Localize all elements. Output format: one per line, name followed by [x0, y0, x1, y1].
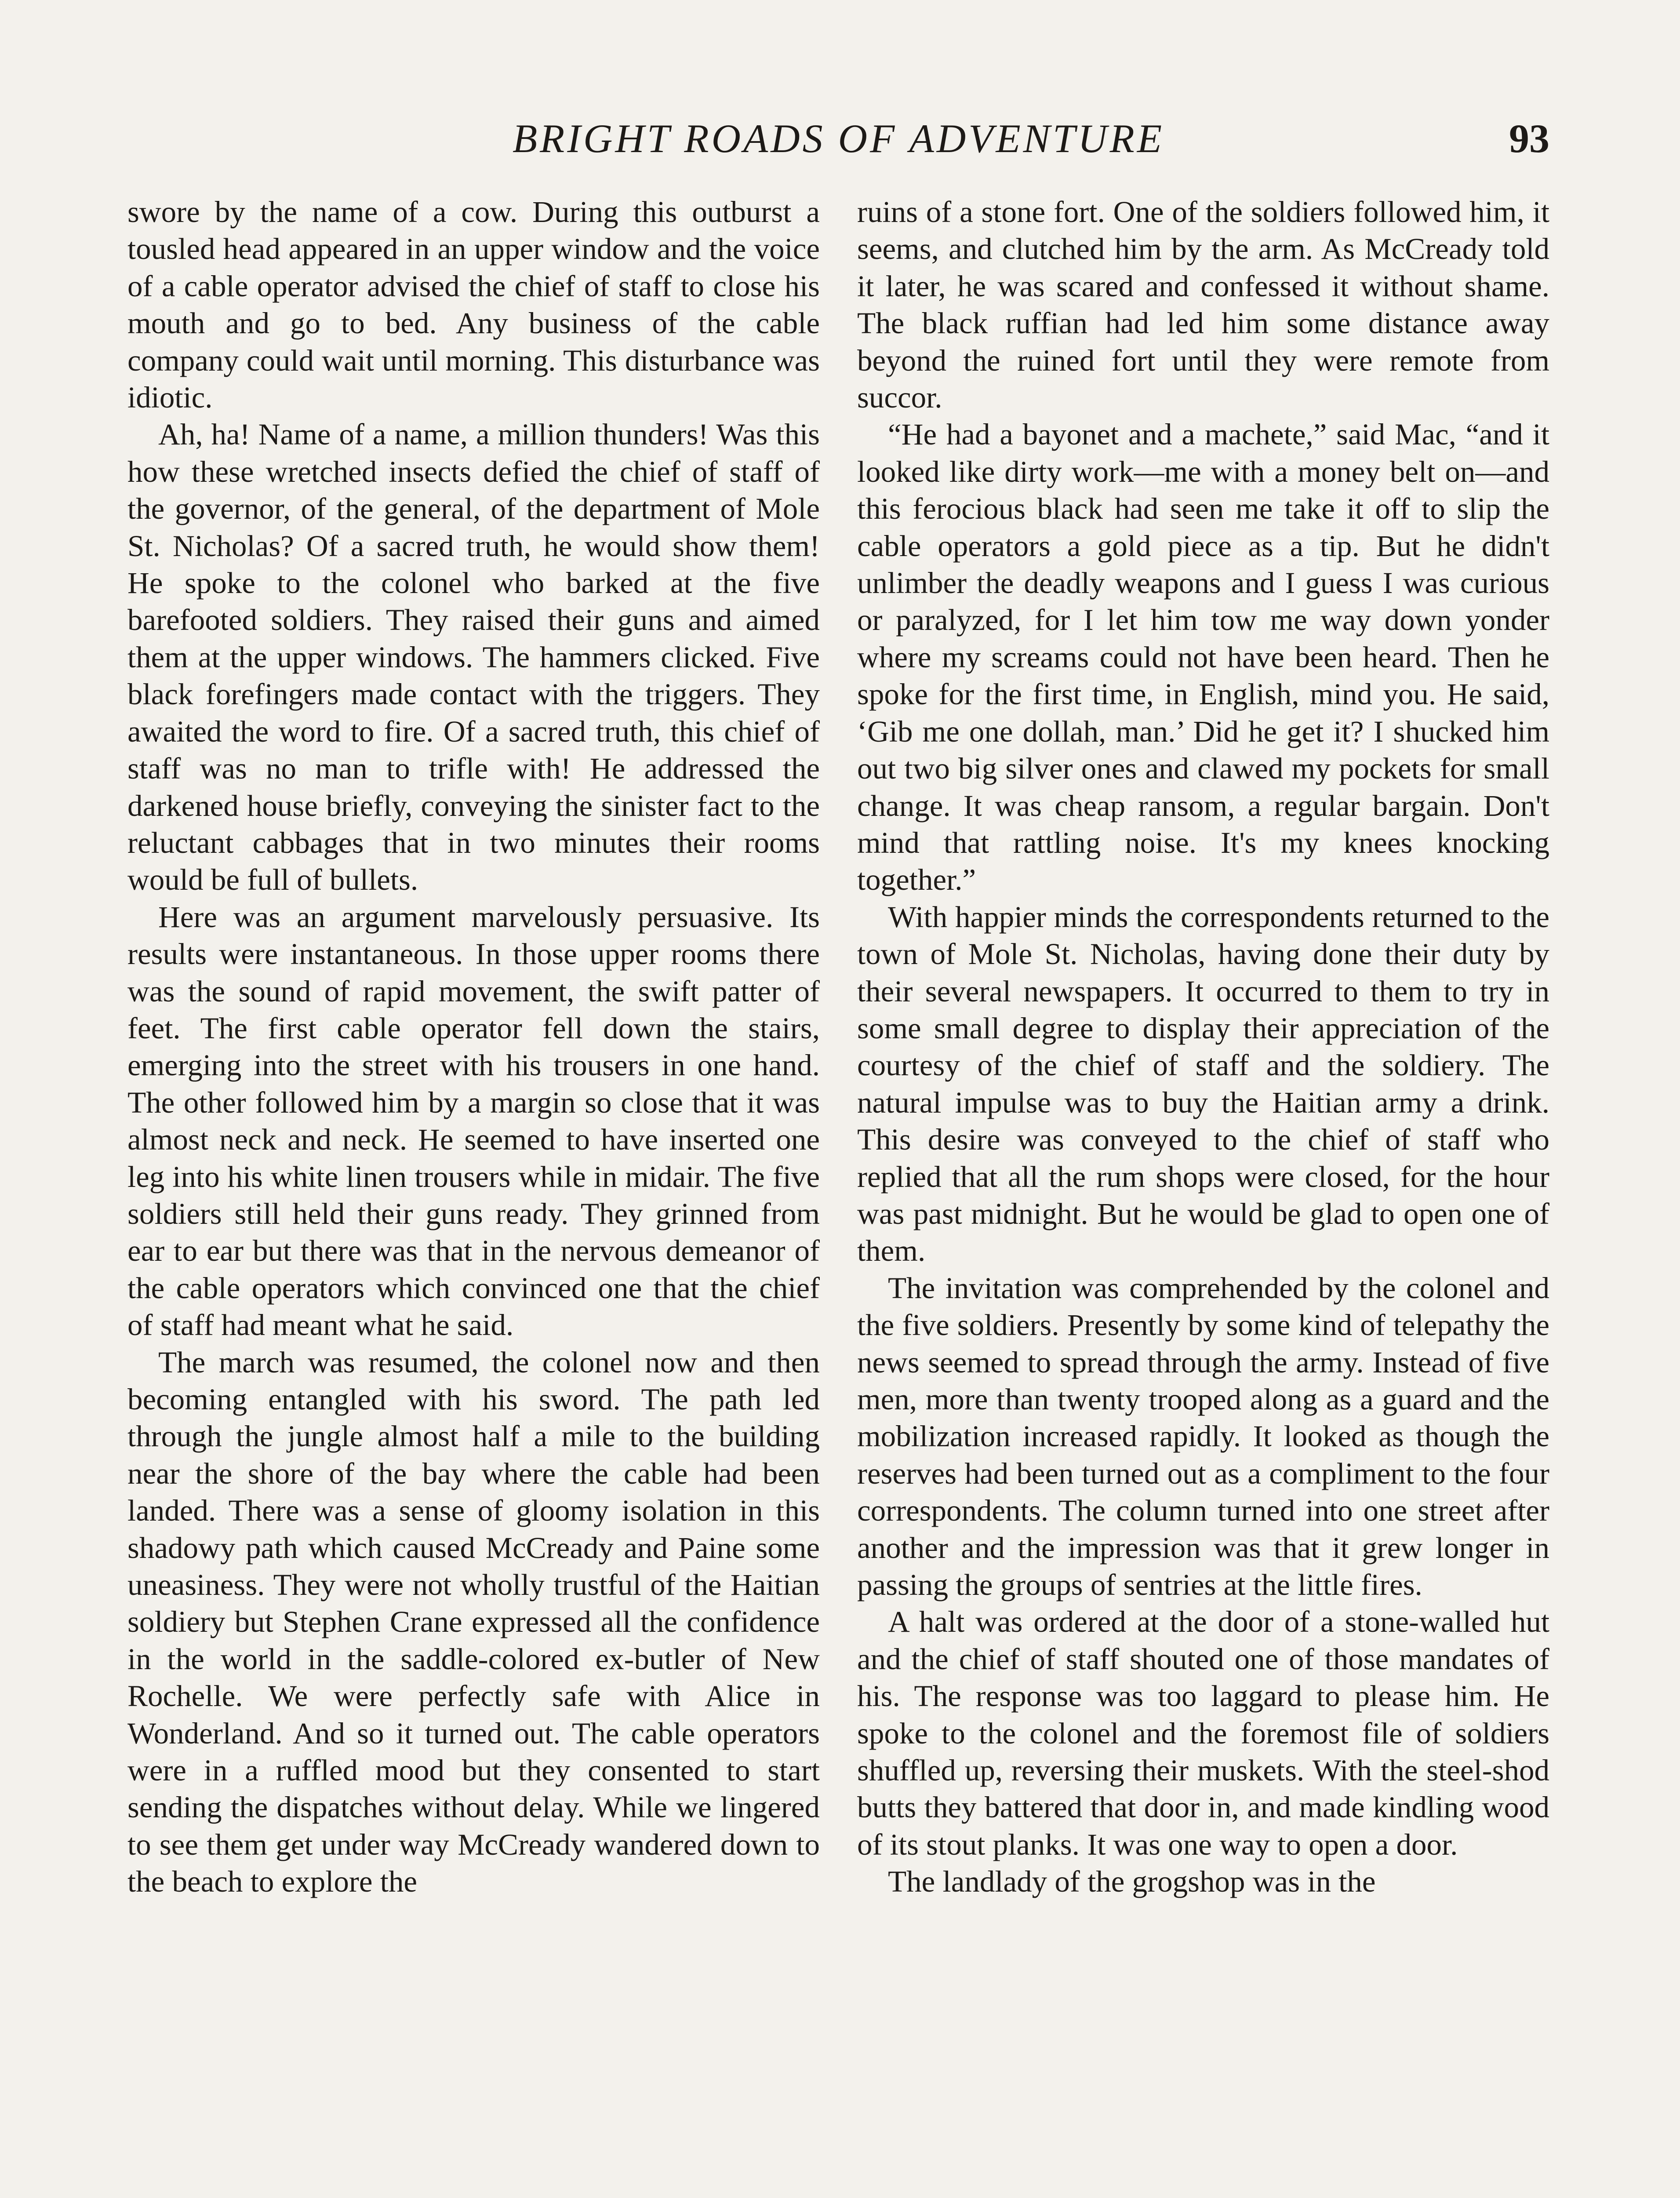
running-title: BRIGHT ROADS OF ADVENTURE: [512, 116, 1165, 161]
right-column: [857, 193, 1549, 2198]
paragraph: A halt was ordered at the door of a stone-walled hut and the chief of staff shouted one of those mandates of his. The response was too laggard to please him. He spoke to the colonel and the foremost file of soldiers shuffled up, reversing their muskets. With the steel-shod butts they battered that door in, and made kindling wood of its stout planks. It was one way to open a door.: [857, 1605, 1549, 1861]
paragraph: The march was resumed, the colonel now and then becoming entangled with his sword. The path led through the jungle almost half a mile to the building near the shore of the bay where the cable had been landed. There was a sense of gloomy isolation in this shadowy path which caused McCready and Paine some uneasiness. They were not wholly trustful of the Haitian soldiery but Stephen Crane expressed all the confidence in the world in the saddle-colored ex-butler of New Rochelle. We were perfectly safe with Alice in Wonderland. And so it turned out. The cable operators were in a ruffled mood but they consented to start sending the dispatches without delay. While we lingered to see them get under way McCready wandered down to the beach to explore the: [127, 1345, 820, 1899]
left-column: [127, 193, 820, 2198]
page-number: 93: [1509, 116, 1549, 161]
paragraph: ruins of a stone fort. One of the soldiers followed him, it seems, and clutched him by the arm. As McCready told it later, he was scared and confessed it without shame. The black ruffian had led him some distance away beyond the ruined fort until they were remote from succor.: [857, 195, 1549, 415]
paragraph: Ah, ha! Name of a name, a million thunders! Was this how these wretched insects defied the chief of staff of the governor, of the general, of the department of Mole St. Nicholas? Of a sacred truth, he would show them! He spoke to the colonel who barked at the five barefooted soldiers. They raised their guns and aimed them at the upper windows. The hammers clicked. Five black forefingers made contact with the triggers. They awaited the word to fire. Of a sacred truth, this chief of staff was no man to trifle with! He addressed the darkened house briefly, conveying the sinister fact to the reluctant cabbages that in two minutes their rooms would be full of bullets.: [127, 418, 820, 897]
paragraph: swore by the name of a cow. During this outburst a tousled head appeared in an upper window and the voice of a cable operator advised the chief of staff to close his mouth and go to bed. Any business of the cable company could wait until morning. This disturbance was idiotic.: [127, 195, 820, 415]
paragraph: Here was an argument marvelously persuasive. Its results were instantaneous. In those upper rooms there was the sound of rapid movement, the swift patter of feet. The first cable operator fell down the stairs, emerging into the street with his trousers in one hand. The other followed him by a margin so close that it was almost neck and neck. He seemed to have inserted one leg into his white linen trousers while in midair. The five soldiers still held their guns ready. They grinned from ear to ear but there was that in the nervous demeanor of the cable operators which convinced one that the chief of staff had meant what he said.: [127, 900, 820, 1342]
paragraph: The landlady of the grogshop was in the: [888, 1865, 1376, 1899]
paragraph: The invitation was comprehended by the colonel and the five soldiers. Presently by some kind of telepathy the news seemed to spread through the army. Instead of five men, more than twenty trooped along as a guard and the mobilization increased rapidly. It looked as though the reserves had been turned out as a compliment to the four correspondents. The column turned into one street after another and the impression was that it grew longer in passing the groups of sentries at the little fires.: [857, 1271, 1549, 1602]
paragraph: With happier minds the correspondents returned to the town of Mole St. Nicholas, having done their duty by their several newspapers. It occurred to them to try in some small degree to display their appreciation of the courtesy of the chief of staff and the soldiery. The natural impulse was to buy the Haitian army a drink. This desire was conveyed to the chief of staff who replied that all the rum shops were closed, for the hour was past midnight. But he would be glad to open one of them.: [857, 900, 1549, 1268]
running-header: [127, 110, 1549, 167]
paragraph: “He had a bayonet and a machete,” said Mac, “and it looked like dirty work—me with a money belt on—and this ferocious black had seen me take it off to slip the cable operators a gold piece as a tip. But he didn't unlimber the deadly weapons and I guess I was curious or paralyzed, for I let him tow me way down yonder where my screams could not have been heard. Then he spoke for the first time, in English, mind you. He said, ‘Gib me one dollah, man.’ Did he get it? I shucked him out two big silver ones and clawed my pockets for small change. It was cheap ransom, a regular bargain. Don't mind that rattling noise. It's my knees knocking together.”: [857, 418, 1549, 897]
